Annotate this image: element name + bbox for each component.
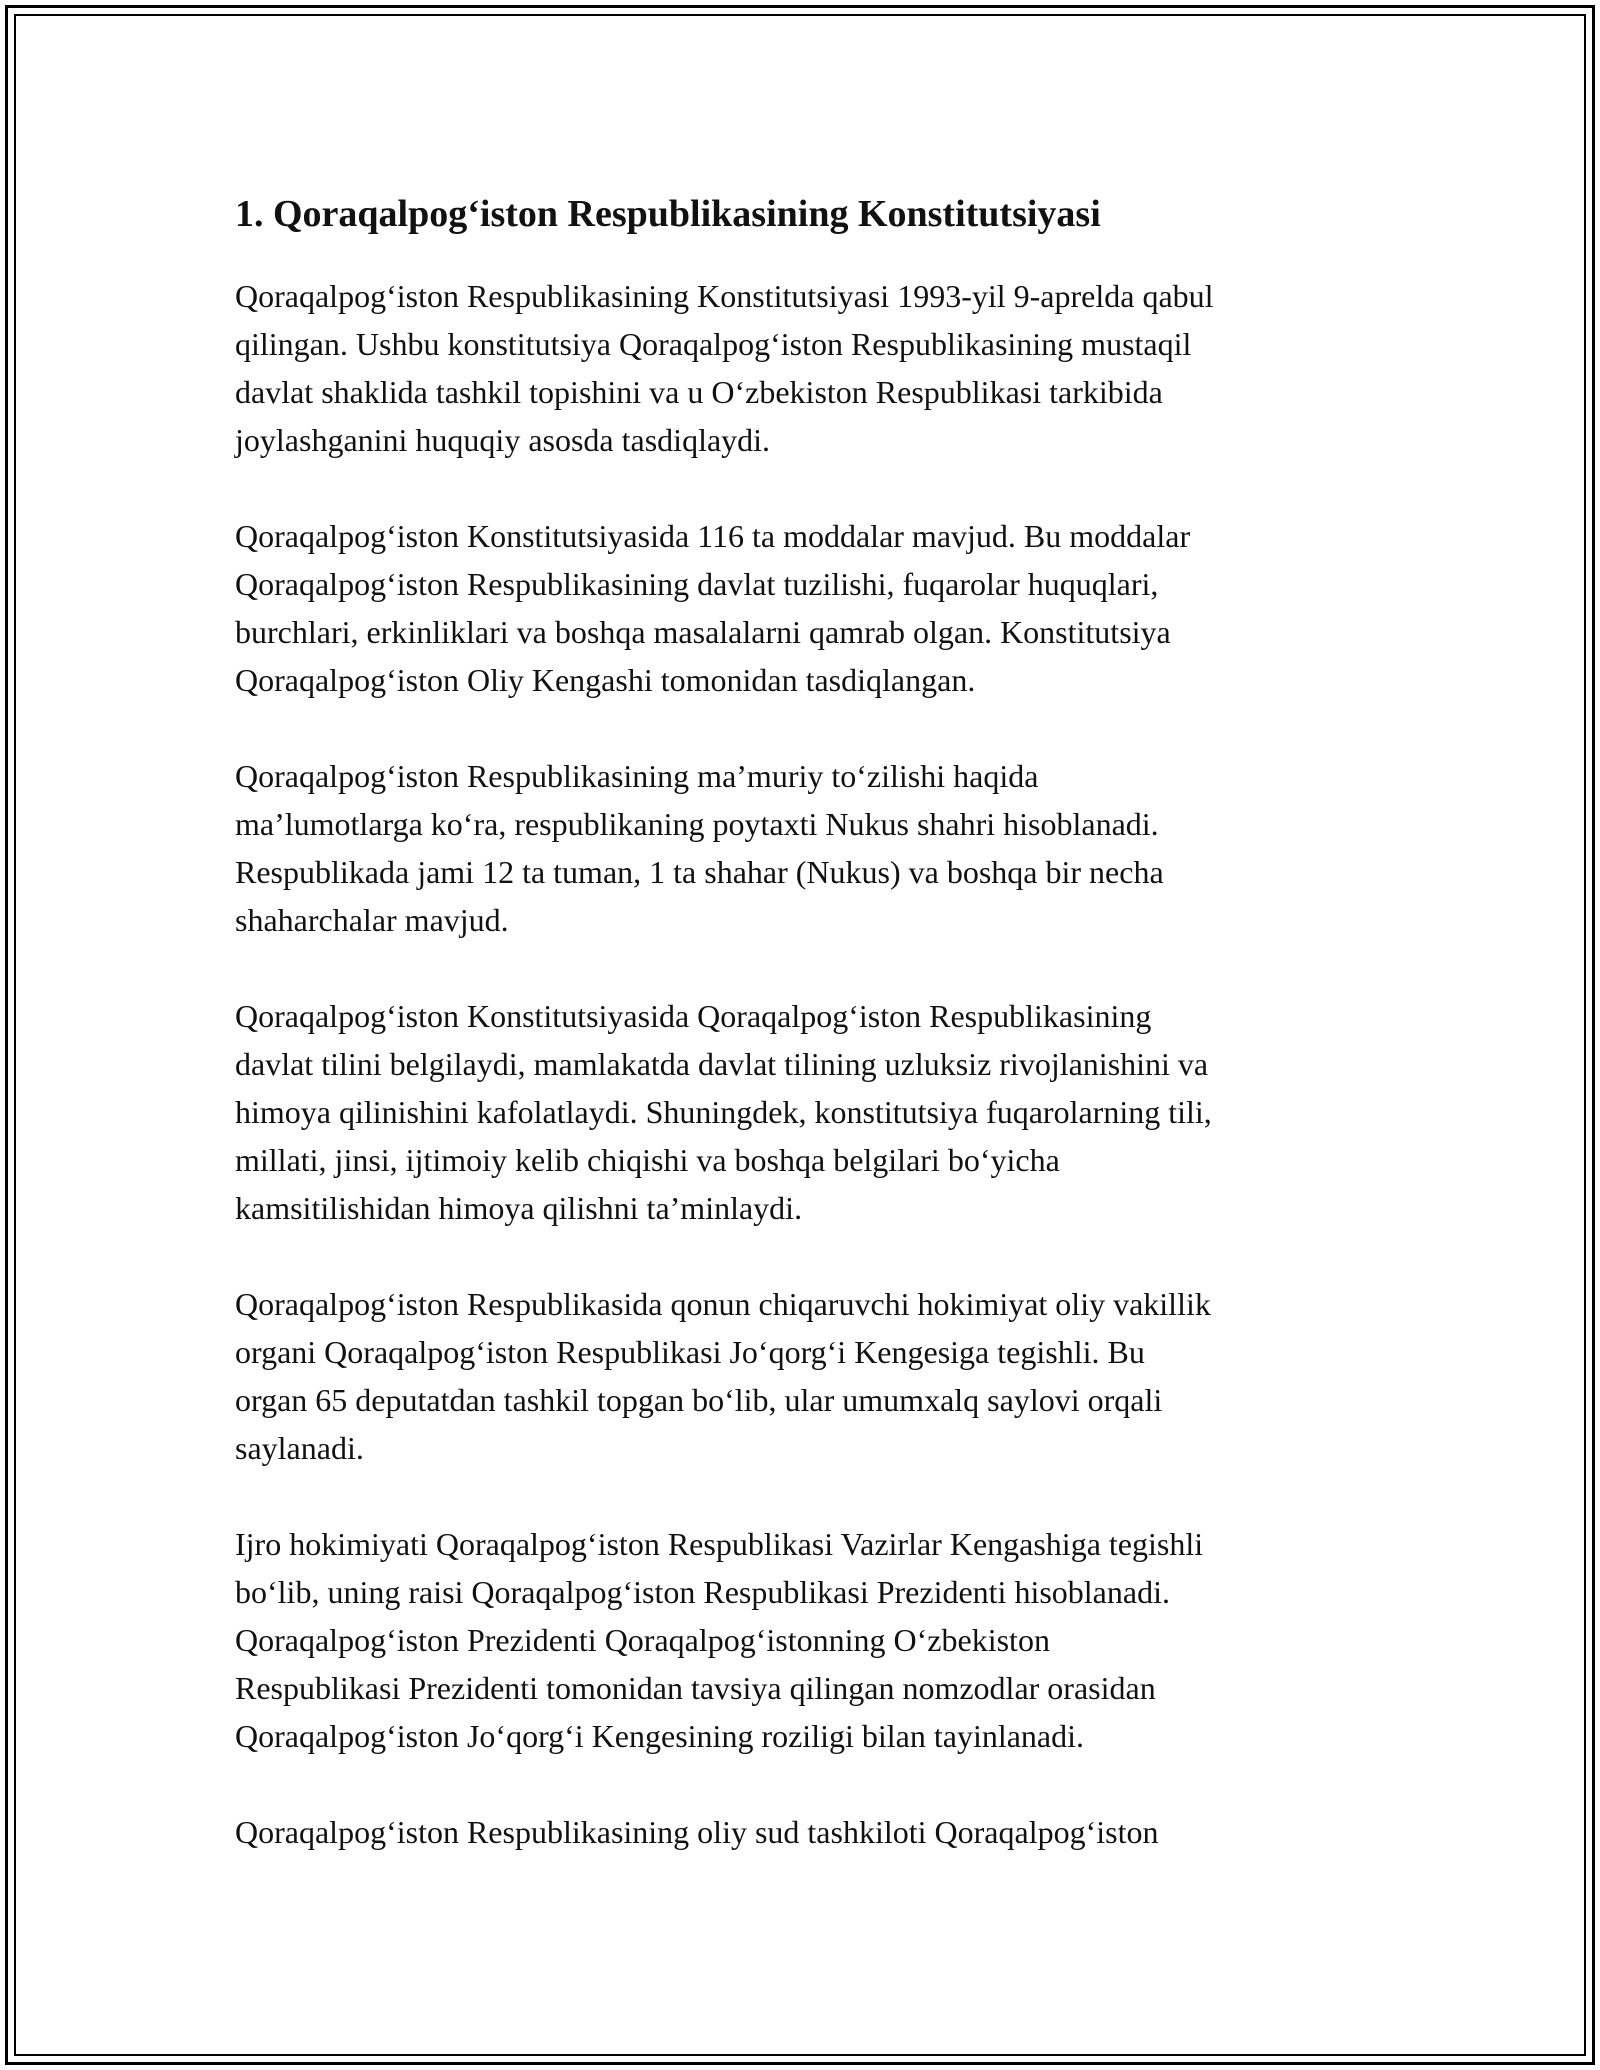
text-line: Qoraqalpog‘iston Respublikasining oliy sud tashkiloti Qoraqalpog‘iston <box>235 1814 1159 1850</box>
text-line: Qoraqalpog‘iston Respublikasining ma’muriy to‘zilishi haqida <box>235 758 1039 794</box>
text-line: joylashganini huquqiy asosda tasdiqlaydi. <box>235 422 771 458</box>
text-line: organi Qoraqalpog‘iston Respublikasi Jo‘qorg‘i Kengesiga tegishli. Bu <box>235 1334 1145 1370</box>
text-line: Qoraqalpog‘iston Respublikasining davlat tuzilishi, fuqarolar huquqlari, <box>235 566 1159 602</box>
paragraph-legislative-power <box>235 1280 1375 1472</box>
text-line: shaharchalar mavjud. <box>235 902 509 938</box>
text-line: saylanadi. <box>235 1430 364 1466</box>
text-line: burchlari, erkinliklari va boshqa masalalarni qamrab olgan. Konstitutsiya <box>235 614 1171 650</box>
paragraph-state-language <box>235 992 1375 1232</box>
paragraph-supreme-court <box>235 1808 1375 1856</box>
text-line: davlat shaklida tashkil topishini va u O‘zbekiston Respublikasi tarkibida <box>235 374 1163 410</box>
text-line: Respublikasi Prezidenti tomonidan tavsiya qilingan nomzodlar orasidan <box>235 1670 1156 1706</box>
text-line: organ 65 deputatdan tashkil topgan bo‘lib, ular umumxalq saylovi orqali <box>235 1382 1163 1418</box>
paragraph-constitution-adoption <box>235 272 1375 464</box>
paragraph-executive-power <box>235 1520 1375 1760</box>
text-line: Qoraqalpog‘iston Respublikasida qonun chiqaruvchi hokimiyat oliy vakillik <box>235 1286 1211 1322</box>
text-line: Qoraqalpog‘iston Konstitutsiyasida Qoraqalpog‘iston Respublikasining <box>235 998 1152 1034</box>
text-line: himoya qilinishini kafolatlaydi. Shuningdek, konstitutsiya fuqarolarning tili, <box>235 1094 1212 1130</box>
text-line: kamsitilishidan himoya qilishni ta’minlaydi. <box>235 1190 803 1226</box>
text-line: Qoraqalpog‘iston Oliy Kengashi tomonidan tasdiqlangan. <box>235 662 976 698</box>
text-line: Qoraqalpog‘iston Jo‘qorg‘i Kengesining roziligi bilan tayinlanadi. <box>235 1718 1085 1754</box>
paragraph-administrative-structure <box>235 752 1375 944</box>
text-line: ma’lumotlarga ko‘ra, respublikaning poytaxti Nukus shahri hisoblanadi. <box>235 806 1159 842</box>
document-body <box>235 188 1375 1904</box>
text-line: Ijro hokimiyati Qoraqalpog‘iston Respublikasi Vazirlar Kengashiga tegishli <box>235 1526 1204 1562</box>
text-line: Qoraqalpog‘iston Prezidenti Qoraqalpog‘istonning O‘zbekiston <box>235 1622 1050 1658</box>
section-title: 1. Qoraqalpog‘iston Respublikasining Konstitutsiyasi <box>235 193 1101 235</box>
text-line: Qoraqalpog‘iston Respublikasining Konstitutsiyasi 1993-yil 9-aprelda qabul <box>235 278 1214 314</box>
text-line: qilingan. Ushbu konstitutsiya Qoraqalpog‘iston Respublikasining mustaqil <box>235 326 1192 362</box>
text-line: bo‘lib, uning raisi Qoraqalpog‘iston Respublikasi Prezidenti hisoblanadi. <box>235 1574 1170 1610</box>
text-line: Qoraqalpog‘iston Konstitutsiyasida 116 ta moddalar mavjud. Bu moddalar <box>235 518 1191 554</box>
paragraph-articles <box>235 512 1375 704</box>
text-line: millati, jinsi, ijtimoiy kelib chiqishi va boshqa belgilari bo‘yicha <box>235 1142 1060 1178</box>
text-line: Respublikada jami 12 ta tuman, 1 ta shahar (Nukus) va boshqa bir necha <box>235 854 1164 890</box>
text-line: davlat tilini belgilaydi, mamlakatda davlat tilining uzluksiz rivojlanishini va <box>235 1046 1209 1082</box>
